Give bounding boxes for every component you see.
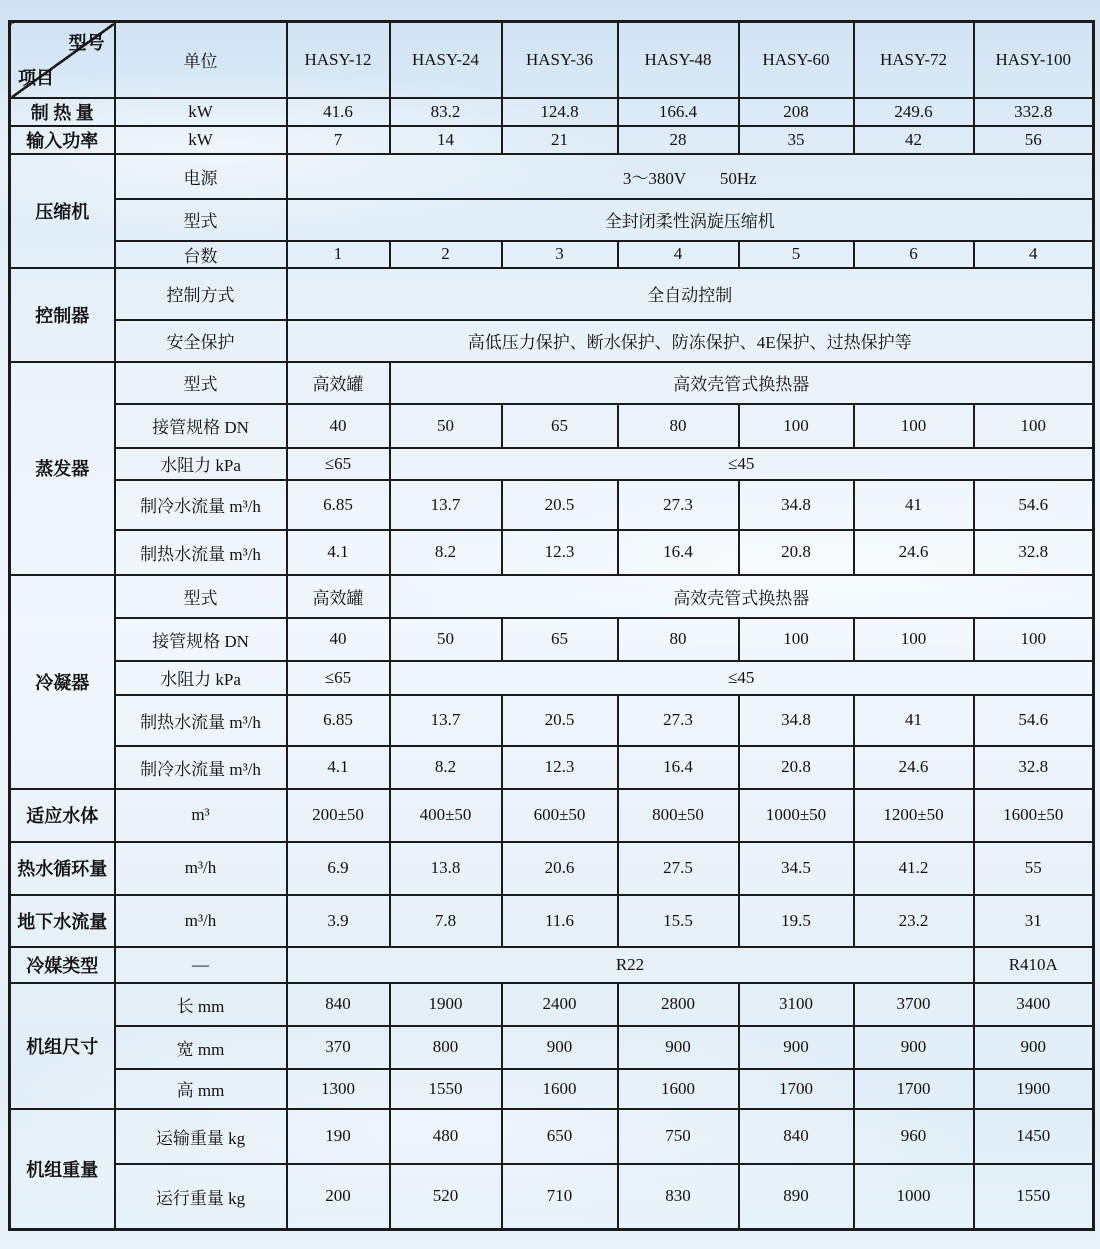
table-row <box>10 362 1094 404</box>
row-label-height: 高 mm <box>115 1069 287 1109</box>
value-cell: 4 <box>618 241 739 268</box>
value-cell: 100 <box>739 404 854 448</box>
corner-item-label: 项目 <box>18 67 54 88</box>
row-label-width: 宽 mm <box>115 1026 287 1069</box>
value-cell: 54.6 <box>974 695 1094 746</box>
table-row <box>10 1109 1094 1164</box>
value-cell-refrigerant-main: R22 <box>287 947 974 983</box>
table-row <box>10 618 1094 661</box>
row-label-control-mode: 控制方式 <box>115 268 287 320</box>
value-cell: 34.8 <box>739 695 854 746</box>
value-cell: 650 <box>502 1109 618 1164</box>
row-label-compressor-type: 型式 <box>115 199 287 241</box>
value-cell: 332.8 <box>974 98 1094 126</box>
table-row <box>10 404 1094 448</box>
value-cell: 40 <box>287 404 390 448</box>
value-cell: 8.2 <box>390 746 502 789</box>
value-cell: 1550 <box>974 1164 1094 1230</box>
value-cell: 400±50 <box>390 789 502 842</box>
corner-model-label: 型号 <box>68 33 105 53</box>
value-cell-evap-shell: 高效壳管式换热器 <box>390 362 1094 404</box>
value-cell: 6.85 <box>287 695 390 746</box>
value-cell: 50 <box>390 404 502 448</box>
value-cell: 23.2 <box>854 895 974 947</box>
row-label-cond-heating-flow: 制热水流量 m³/h <box>115 695 287 746</box>
value-cell: 100 <box>854 404 974 448</box>
row-label-transport-weight: 运输重量 kg <box>115 1109 287 1164</box>
table-row <box>10 746 1094 789</box>
model-header: HASY-24 <box>390 22 502 98</box>
value-cell: 1300 <box>287 1069 390 1109</box>
table-row <box>10 983 1094 1026</box>
value-cell: 200±50 <box>287 789 390 842</box>
value-cell: 16.4 <box>618 530 739 575</box>
value-cell: 12.3 <box>502 746 618 789</box>
value-cell: 1600 <box>618 1069 739 1109</box>
value-cell: 1900 <box>974 1069 1094 1109</box>
row-label-cond-dn: 接管规格 DN <box>115 618 287 661</box>
table-row <box>10 480 1094 530</box>
table-row <box>10 268 1094 320</box>
table-row <box>10 1026 1094 1069</box>
value-cell: 3 <box>502 241 618 268</box>
group-label-condenser: 冷凝器 <box>10 575 115 789</box>
row-label-ground-water-flow: 地下水流量 <box>10 895 115 947</box>
table-row <box>10 241 1094 268</box>
row-label-cond-type: 型式 <box>115 575 287 618</box>
value-cell: 32.8 <box>974 746 1094 789</box>
value-cell: 1600 <box>502 1069 618 1109</box>
value-cell: 27.3 <box>618 480 739 530</box>
table-row <box>10 126 1094 154</box>
value-cell-cond-resistance-shell: ≤45 <box>390 661 1094 695</box>
unit-cell: — <box>115 947 287 983</box>
value-cell: 20.6 <box>502 842 618 895</box>
table-row <box>10 575 1094 618</box>
value-cell: 890 <box>739 1164 854 1230</box>
table-row <box>10 947 1094 983</box>
value-cell-cond-shell: 高效壳管式换热器 <box>390 575 1094 618</box>
value-cell: 4.1 <box>287 746 390 789</box>
value-cell: 800±50 <box>618 789 739 842</box>
value-cell: 1000 <box>854 1164 974 1230</box>
value-cell: 31 <box>974 895 1094 947</box>
value-cell: 800 <box>390 1026 502 1069</box>
value-cell-cond-resistance-tank: ≤65 <box>287 661 390 695</box>
unit-header: 单位 <box>115 22 287 98</box>
value-cell: 900 <box>854 1026 974 1069</box>
row-label-water-body: 适应水体 <box>10 789 115 842</box>
value-cell: 7.8 <box>390 895 502 947</box>
row-label-evap-resistance: 水阻力 kPa <box>115 448 287 480</box>
value-cell: 56 <box>974 126 1094 154</box>
value-cell: 83.2 <box>390 98 502 126</box>
value-cell: 15.5 <box>618 895 739 947</box>
value-cell: 8.2 <box>390 530 502 575</box>
value-cell: 208 <box>739 98 854 126</box>
value-cell: 20.8 <box>739 530 854 575</box>
value-cell: 1900 <box>390 983 502 1026</box>
value-cell: 28 <box>618 126 739 154</box>
value-cell: 710 <box>502 1164 618 1230</box>
value-cell: 1450 <box>974 1109 1094 1164</box>
value-cell: 19.5 <box>739 895 854 947</box>
value-cell: 3400 <box>974 983 1094 1026</box>
value-cell: 166.4 <box>618 98 739 126</box>
value-cell: 100 <box>974 404 1094 448</box>
value-cell: 900 <box>618 1026 739 1069</box>
value-cell-evap-resistance-tank: ≤65 <box>287 448 390 480</box>
value-cell: 80 <box>618 618 739 661</box>
value-cell: 1000±50 <box>739 789 854 842</box>
value-cell: 3100 <box>739 983 854 1026</box>
value-cell: 480 <box>390 1109 502 1164</box>
value-cell: 1550 <box>390 1069 502 1109</box>
group-label-weight: 机组重量 <box>10 1109 115 1230</box>
table-row <box>10 22 1094 98</box>
row-label-evap-dn: 接管规格 DN <box>115 404 287 448</box>
value-cell: 900 <box>974 1026 1094 1069</box>
value-cell: 830 <box>618 1164 739 1230</box>
corner-header <box>10 22 115 98</box>
value-cell-cond-tank: 高效罐 <box>287 575 390 618</box>
row-label-evap-cooling-flow: 制冷水流量 m³/h <box>115 480 287 530</box>
value-cell: 41.6 <box>287 98 390 126</box>
unit-cell: kW <box>115 126 287 154</box>
value-cell: 27.5 <box>618 842 739 895</box>
value-cell-evap-resistance-shell: ≤45 <box>390 448 1094 480</box>
value-cell: 4 <box>974 241 1094 268</box>
spec-table <box>8 20 1095 1231</box>
value-cell: 2 <box>390 241 502 268</box>
value-cell: 24.6 <box>854 530 974 575</box>
value-cell: 32.8 <box>974 530 1094 575</box>
table-row <box>10 895 1094 947</box>
value-cell: 41 <box>854 480 974 530</box>
value-cell-safety-protection: 高低压力保护、断水保护、防冻保护、4E保护、过热保护等 <box>287 320 1094 362</box>
row-label-cond-cooling-flow: 制冷水流量 m³/h <box>115 746 287 789</box>
value-cell: 190 <box>287 1109 390 1164</box>
row-label-evap-heating-flow: 制热水流量 m³/h <box>115 530 287 575</box>
value-cell: 6.85 <box>287 480 390 530</box>
model-header: HASY-100 <box>974 22 1094 98</box>
row-label-running-weight: 运行重量 kg <box>115 1164 287 1230</box>
value-cell: 20.8 <box>739 746 854 789</box>
table-row <box>10 842 1094 895</box>
table-row <box>10 530 1094 575</box>
value-cell: 65 <box>502 618 618 661</box>
table-row <box>10 1069 1094 1109</box>
value-cell: 20.5 <box>502 695 618 746</box>
value-cell: 13.7 <box>390 695 502 746</box>
value-cell: 2800 <box>618 983 739 1026</box>
value-cell: 11.6 <box>502 895 618 947</box>
value-cell: 50 <box>390 618 502 661</box>
value-cell: 840 <box>739 1109 854 1164</box>
value-cell-refrigerant-last: R410A <box>974 947 1094 983</box>
table-row <box>10 98 1094 126</box>
value-cell: 13.7 <box>390 480 502 530</box>
value-cell: 54.6 <box>974 480 1094 530</box>
value-cell: 2400 <box>502 983 618 1026</box>
model-header: HASY-12 <box>287 22 390 98</box>
value-cell: 35 <box>739 126 854 154</box>
unit-cell: m³/h <box>115 895 287 947</box>
value-cell: 14 <box>390 126 502 154</box>
value-cell: 750 <box>618 1109 739 1164</box>
value-cell: 40 <box>287 618 390 661</box>
value-cell: 6.9 <box>287 842 390 895</box>
value-cell: 370 <box>287 1026 390 1069</box>
value-cell: 100 <box>974 618 1094 661</box>
value-cell: 5 <box>739 241 854 268</box>
group-label-evaporator: 蒸发器 <box>10 362 115 575</box>
value-cell: 24.6 <box>854 746 974 789</box>
value-cell: 600±50 <box>502 789 618 842</box>
model-header: HASY-48 <box>618 22 739 98</box>
row-label-power-supply: 电源 <box>115 154 287 199</box>
table-row <box>10 695 1094 746</box>
row-label-heating-capacity: 制 热 量 <box>10 98 115 126</box>
value-cell: 3700 <box>854 983 974 1026</box>
group-label-controller: 控制器 <box>10 268 115 362</box>
table-row <box>10 154 1094 199</box>
value-cell: 1 <box>287 241 390 268</box>
table-row <box>10 1164 1094 1230</box>
group-label-compressor: 压缩机 <box>10 154 115 268</box>
row-label-evap-type: 型式 <box>115 362 287 404</box>
table-row <box>10 789 1094 842</box>
value-cell: 80 <box>618 404 739 448</box>
value-cell: 27.3 <box>618 695 739 746</box>
row-label-input-power: 输入功率 <box>10 126 115 154</box>
row-label-hot-water-circulation: 热水循环量 <box>10 842 115 895</box>
value-cell: 960 <box>854 1109 974 1164</box>
value-cell: 900 <box>502 1026 618 1069</box>
model-header: HASY-60 <box>739 22 854 98</box>
value-cell: 840 <box>287 983 390 1026</box>
unit-cell: m³/h <box>115 842 287 895</box>
value-cell-compressor-type: 全封闭柔性涡旋压缩机 <box>287 199 1094 241</box>
row-label-safety-protection: 安全保护 <box>115 320 287 362</box>
value-cell: 520 <box>390 1164 502 1230</box>
value-cell: 124.8 <box>502 98 618 126</box>
value-cell: 41.2 <box>854 842 974 895</box>
value-cell: 34.8 <box>739 480 854 530</box>
model-header: HASY-72 <box>854 22 974 98</box>
value-cell: 200 <box>287 1164 390 1230</box>
value-cell: 55 <box>974 842 1094 895</box>
value-cell: 6 <box>854 241 974 268</box>
row-label-cond-resistance: 水阻力 kPa <box>115 661 287 695</box>
value-cell: 12.3 <box>502 530 618 575</box>
table-row <box>10 320 1094 362</box>
value-cell: 1700 <box>854 1069 974 1109</box>
value-cell-evap-tank: 高效罐 <box>287 362 390 404</box>
value-cell: 100 <box>739 618 854 661</box>
value-cell: 100 <box>854 618 974 661</box>
value-cell: 1200±50 <box>854 789 974 842</box>
value-cell: 41 <box>854 695 974 746</box>
value-cell: 7 <box>287 126 390 154</box>
table-row <box>10 448 1094 480</box>
table-row <box>10 661 1094 695</box>
value-cell: 13.8 <box>390 842 502 895</box>
model-header: HASY-36 <box>502 22 618 98</box>
unit-cell: m³ <box>115 789 287 842</box>
value-cell: 3.9 <box>287 895 390 947</box>
value-cell: 20.5 <box>502 480 618 530</box>
table-row <box>10 199 1094 241</box>
value-cell: 4.1 <box>287 530 390 575</box>
value-cell: 1700 <box>739 1069 854 1109</box>
value-cell: 34.5 <box>739 842 854 895</box>
value-cell: 42 <box>854 126 974 154</box>
value-cell-power-supply: 3～380V 50Hz <box>287 154 1094 199</box>
value-cell-control-mode: 全自动控制 <box>287 268 1094 320</box>
row-label-compressor-qty: 台数 <box>115 241 287 268</box>
value-cell: 16.4 <box>618 746 739 789</box>
value-cell: 900 <box>739 1026 854 1069</box>
group-label-dimensions: 机组尺寸 <box>10 983 115 1109</box>
value-cell: 65 <box>502 404 618 448</box>
row-label-refrigerant: 冷媒类型 <box>10 947 115 983</box>
unit-cell: kW <box>115 98 287 126</box>
value-cell: 21 <box>502 126 618 154</box>
value-cell: 249.6 <box>854 98 974 126</box>
row-label-length: 长 mm <box>115 983 287 1026</box>
value-cell: 1600±50 <box>974 789 1094 842</box>
